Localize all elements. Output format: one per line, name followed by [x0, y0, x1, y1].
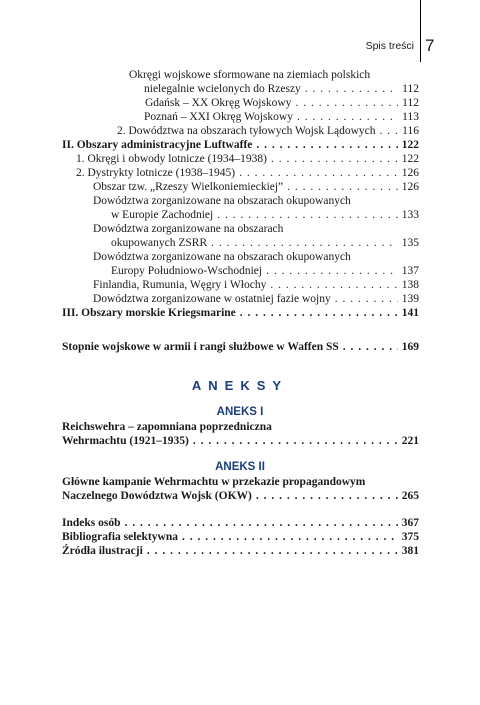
- toc-entry[interactable]: [62, 530, 419, 544]
- toc-entry[interactable]: [145, 96, 419, 110]
- toc-entry-text: nielegalnie wcielonych do Rzeszy: [144, 83, 301, 95]
- toc-entry-page: 138: [401, 279, 419, 291]
- toc-entry-page: 112: [402, 97, 419, 109]
- toc-entry[interactable]: [62, 489, 419, 503]
- toc-entry-page: 116: [402, 125, 419, 137]
- toc-entry-text: Okręgi wojskowe sformowane na ziemiach polskich: [129, 69, 371, 81]
- toc-entry-text: Stopnie wojskowe w armii i rangi służbowe w Waffen SS: [62, 341, 339, 353]
- toc-entry-page: 221: [401, 435, 419, 447]
- header-rule: [420, 0, 421, 62]
- aneksy-heading: ANEKSY: [191, 378, 289, 393]
- leader-dots: [295, 96, 398, 110]
- toc-entry[interactable]: [144, 110, 419, 124]
- toc-entry-text: Bibliografia selektywna: [62, 531, 178, 543]
- toc-entry[interactable]: [144, 82, 419, 96]
- toc-entry-text: Gdańsk – XX Okręg Wojskowy: [145, 97, 292, 109]
- toc-entry-text: Dowództwa zorganizowane na obszarach okupowanych: [93, 195, 351, 207]
- leader-dots: [217, 208, 398, 222]
- toc-entry-page: 113: [402, 111, 419, 123]
- leader-dots: [287, 180, 398, 194]
- toc-entry-page: 126: [401, 167, 419, 179]
- toc-entry-text: Dowództwa zorganizowane na obszarach: [93, 223, 284, 235]
- toc-entry-text: Źródła ilustracji: [62, 545, 143, 557]
- toc-entry-text: Finlandia, Rumunia, Węgry i Włochy: [93, 279, 267, 291]
- toc-entry-page: 367: [401, 517, 419, 529]
- leader-dots: [211, 236, 398, 250]
- leader-dots: [343, 340, 398, 354]
- toc-entry[interactable]: [62, 340, 419, 354]
- toc-entry-page: 122: [401, 153, 419, 165]
- toc-entry-page: 112: [402, 83, 419, 95]
- toc-entry-page: 169: [401, 341, 419, 353]
- leader-dots: [270, 278, 397, 292]
- leader-dots: [335, 292, 398, 306]
- leader-dots: [256, 489, 398, 503]
- toc-entry-page: 137: [401, 265, 419, 277]
- toc-entry[interactable]: [111, 264, 419, 278]
- toc-entry-text: w Europie Zachodniej: [111, 209, 214, 221]
- toc-entry-text: Europy Południowo-Wschodniej: [111, 265, 263, 277]
- toc-entry[interactable]: [76, 166, 419, 180]
- toc-entry-text: 2. Dowództwa na obszarach tyłowych Wojsk Lądowych: [117, 125, 376, 137]
- toc-entry-page: 126: [401, 181, 419, 193]
- aneks-1-label: ANEKS I: [216, 406, 264, 418]
- toc-entry-text: Poznań – XXI Okręg Wojskowy: [144, 111, 293, 123]
- leader-dots: [182, 530, 398, 544]
- toc-entry-page: 139: [401, 293, 419, 305]
- leader-dots: [193, 434, 398, 448]
- toc-entry[interactable]: [93, 180, 419, 194]
- toc-entry[interactable]: [117, 124, 419, 138]
- toc-entry[interactable]: [111, 208, 419, 222]
- aneks-2-label: ANEKS II: [215, 461, 265, 473]
- toc-entry-text: Obszar tzw. „Rzeszy Wielkoniemieckiej”: [93, 181, 284, 193]
- toc-entry-text: III. Obszary morskie Kriegsmarine: [62, 307, 236, 319]
- leader-dots: [266, 264, 398, 278]
- toc-entry-text: 1. Okręgi i obwody lotnicze (1934–1938): [76, 153, 267, 165]
- toc-entry[interactable]: [62, 434, 419, 448]
- toc-entry-text: Wehrmachtu (1921–1935): [62, 435, 189, 447]
- toc-entry-page: 133: [401, 209, 419, 221]
- toc-entry-page: 135: [401, 237, 419, 249]
- toc-entry-page: 141: [401, 307, 419, 319]
- leader-dots: [239, 166, 398, 180]
- toc-entry[interactable]: [93, 292, 419, 306]
- page-number: 7: [425, 36, 435, 55]
- toc-entry-page: 375: [401, 531, 419, 543]
- leader-dots: [125, 516, 398, 530]
- toc-entry[interactable]: [62, 544, 419, 558]
- leader-dots: [240, 306, 398, 320]
- toc-entry-page: 381: [401, 545, 419, 557]
- toc-entry-page: 122: [401, 139, 419, 151]
- leader-dots: [271, 152, 398, 166]
- toc-entry-page: 265: [401, 490, 419, 502]
- toc-entry-text: II. Obszary administracyjne Luftwaffe: [62, 139, 253, 151]
- running-title: Spis treści: [365, 40, 414, 52]
- leader-dots: [380, 124, 399, 138]
- toc-entry[interactable]: [62, 138, 419, 152]
- toc-entry-text: Indeks osób: [62, 517, 121, 529]
- toc-entry-text: 2. Dystrykty lotnicze (1938–1945): [76, 167, 236, 179]
- toc-entry-text: Naczelnego Dowództwa Wojsk (OKW): [62, 490, 252, 502]
- toc-entry-text: okupowanych ZSRR: [111, 237, 208, 249]
- leader-dots: [147, 544, 398, 558]
- toc-entry-text: Dowództwa zorganizowane na obszarach okupowanych: [93, 251, 351, 263]
- aneks-2-title: Główne kampanie Wehrmachtu w przekazie propagandowym: [62, 476, 366, 488]
- toc-entry[interactable]: [76, 152, 419, 166]
- toc-entry[interactable]: [93, 278, 419, 292]
- leader-dots: [297, 110, 398, 124]
- leader-dots: [305, 82, 398, 96]
- toc-entry[interactable]: [62, 516, 419, 530]
- toc-entry[interactable]: [111, 236, 419, 250]
- leader-dots: [256, 138, 397, 152]
- aneks-1-title: Reichswehra – zapomniana poprzedniczna: [62, 421, 272, 433]
- toc-entry[interactable]: [62, 306, 419, 320]
- toc-entry-text: Dowództwa zorganizowane w ostatniej fazie wojny: [93, 293, 331, 305]
